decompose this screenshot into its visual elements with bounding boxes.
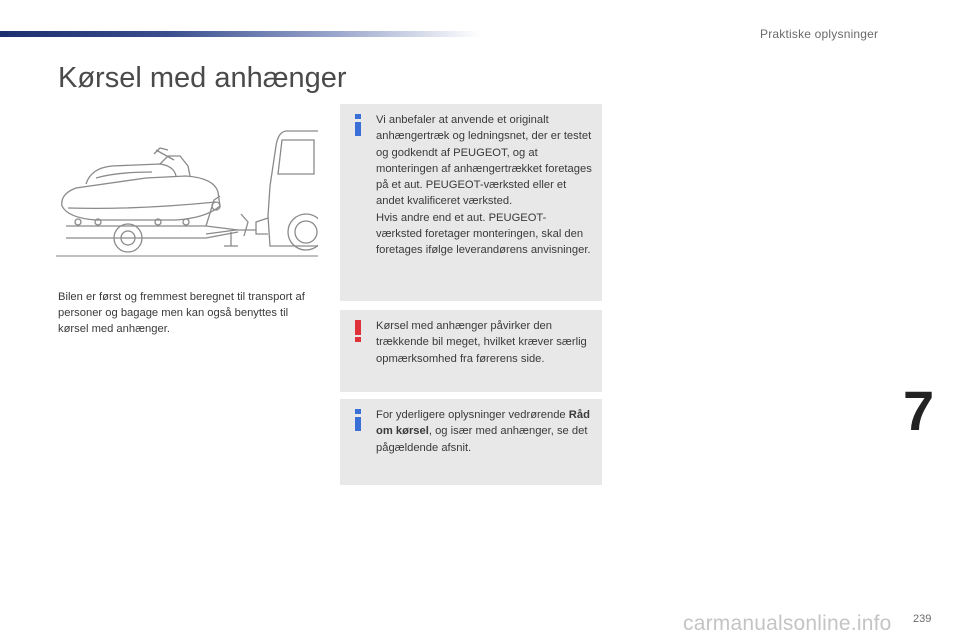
note-text — [376, 407, 592, 456]
info-icon — [351, 114, 365, 136]
note-text: Hvis andre end et aut. PEUGEOT-værksted foretager monteringen, skal den foretages ifølge leverandørens anvisninger. — [376, 211, 591, 257]
header-bar — [0, 31, 480, 37]
cross-reference: Råd om kørsel — [376, 409, 590, 438]
intro-paragraph: Bilen er først og fremmest beregnet til transport af personer og bagage men kan også benyttes til kørsel med anhænger. — [58, 291, 305, 335]
watermark: carmanualsonline.info — [683, 612, 892, 635]
warning-icon — [351, 320, 365, 342]
note-text: Vi anbefaler at anvende et originalt anhængertræk og ledningsnet, der er testet og godkendt af PEUGEOT, og at monteringen af anhængertrækket foretages på et aut. PEUGEOT-værksted eller et andet kvalificeret værksted. — [376, 114, 592, 208]
info-note-box — [340, 399, 602, 485]
page-number: 239 — [913, 613, 932, 625]
note-text-outro: , og især med anhænger, se det pågældende afsnit. — [376, 425, 588, 454]
trailer-illustration — [56, 126, 318, 260]
note-text: Kørsel med anhænger påvirker den trækkende bil meget, hvilket kræver særlig opmærksomhed fra førerens side. — [376, 320, 587, 365]
warning-note-box — [340, 310, 602, 392]
info-icon — [351, 409, 365, 431]
section-title: Praktiske oplysninger — [760, 27, 879, 41]
note-text-intro: For yderligere oplysninger vedrørende — [376, 409, 566, 421]
info-note-box — [340, 104, 602, 301]
chapter-number: 7 — [903, 379, 935, 442]
page-title: Kørsel med anhænger — [58, 62, 347, 94]
